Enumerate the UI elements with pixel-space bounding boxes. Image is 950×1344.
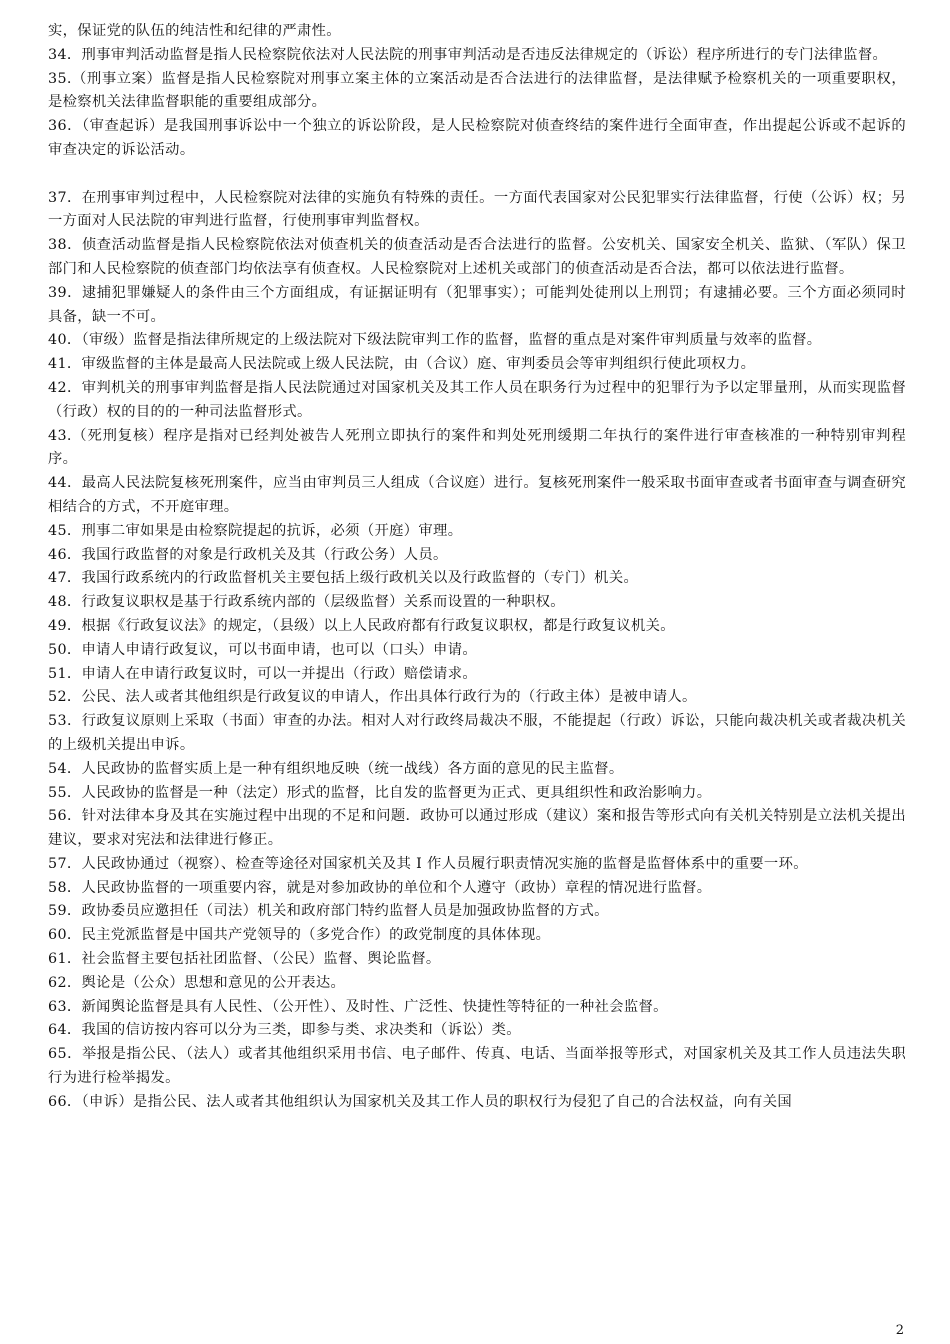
paragraph: 55．人民政协的监督是一种（法定）形式的监督，比自发的监督更为正式、更具组织性和政治影响力。 — [48, 784, 712, 801]
paragraph: 60．民主党派监督是中国共产党领导的（多党合作）的政党制度的具体体现。 — [48, 927, 551, 944]
paragraph: 45．刑事二审如果是由检察院提起的抗诉，必须（开庭）审理。 — [48, 522, 463, 539]
page-number: 2 — [895, 1323, 904, 1338]
paragraph: 36．（审查起诉）是我国刑事诉讼中一个独立的诉讼阶段，是人民检察院对侦查终结的案件进行全面审查，作出提起公诉或不起诉的审查决定的诉讼活动。 — [48, 118, 906, 158]
paragraph: 37．在刑事审判过程中，人民检察院对法律的实施负有特殊的责任。一方面代表国家对公民犯罪实行法律监督，行使（公诉）权；另一方面对人民法院的审判进行监督，行使刑事审判监督权。 — [48, 189, 906, 230]
paragraph: 41．审级监督的主体是最高人民法院或上级人民法院，由（合议）庭、审判委员会等审判组织行使此项权力。 — [48, 356, 756, 373]
paragraph: 58．人民政协监督的一项重要内容，就是对参加政协的单位和个人遵守（政协）章程的情况进行监督。 — [48, 879, 712, 896]
paragraph: 实，保证党的队伍的纯洁性和纪律的严肃性。 — [48, 23, 341, 39]
paragraph: 39．逮捕犯罪嫌疑人的条件由三个方面组成，有证据证明有（犯罪事实）；可能判处徒刑以上刑罚；有逮捕必要。三个方面必须同时具备，缺一不可。 — [48, 284, 906, 325]
paragraph: 54．人民政协的监督实质上是一种有组织地反映（统一战线）各方面的意见的民主监督。 — [48, 760, 624, 777]
paragraph: 61．社会监督主要包括社团监督、（公民）监督、舆论监督。 — [48, 951, 441, 968]
paragraph: 64．我国的信访按内容可以分为三类，即参与类、求决类和（诉讼）类。 — [48, 1022, 521, 1039]
paragraph: 40．（审级）监督是指法律所规定的上级法院对下级法院审判工作的监督，监督的重点是对案件审判质量与效率的监督。 — [48, 332, 822, 349]
paragraph: 57．人民政协通过（视察）、检查等途径对国家机关及其 I 作人员履行职责情况实施的监督是监督体系中的重要一环。 — [48, 855, 808, 872]
paragraph: 53．行政复议原则上采取（书面）审查的办法。相对人对行政终局裁决不服，不能提起（行政）诉讼，只能向裁决机关或者裁决机关的上级机关提出申诉。 — [48, 713, 906, 753]
paragraph: 66．（申诉）是指公民、法人或者其他组织认为国家机关及其工作人员的职权行为侵犯了自己的合法权益，向有关国 — [48, 1093, 793, 1110]
paragraph: 43.（死刑复核）程序是指对已经判处被告人死刑立即执行的案件和判处死刑缓期二年执行的案件进行审查核准的一种特别审判程序。 — [48, 427, 906, 468]
paragraph: 50．申请人申请行政复议，可以书面申请，也可以（口头）申请。 — [48, 641, 478, 658]
paragraph: 35.（刑事立案）监督是指人民检察院对刑事立案主体的立案活动是否合法进行的法律监督，是法律赋予检察机关的一项重要职权，是检察机关法律监督职能的重要组成部分。 — [48, 70, 906, 111]
paragraph: 42．审判机关的刑事审判监督是指人民法院通过对国家机关及其工作人员在职务行为过程中的犯罪行为予以定罪量刑，从而实现监督（行政）权的目的的一种司法监督形式。 — [48, 379, 906, 420]
paragraph: 48．行政复议职权是基于行政系统内部的（层级监督）关系而设置的一种职权。 — [48, 594, 565, 611]
paragraph: 51．申请人在申请行政复议时，可以一并提出（行政）赔偿请求。 — [48, 665, 478, 682]
paragraph: 59．政协委员应邀担任（司法）机关和政府部门特约监督人员是加强政协监督的方式。 — [48, 903, 609, 920]
document-body — [48, 20, 906, 1115]
paragraph: 49．根据《行政复议法》的规定，（县级）以上人民政府都有行政复议职权，都是行政复议机关。 — [48, 617, 675, 634]
paragraph: 44．最高人民法院复核死刑案件，应当由审判员三人组成（合议庭）进行。复核死刑案件一般采取书面审查或者书面审查与调查研究相结合的方式，不开庭审理。 — [48, 475, 906, 515]
paragraph: 56．针对法律本身及其在实施过程中出现的不足和问题．政协可以通过形成（建议）案和报告等形式向有关机关特别是立法机关提出建议，要求对宪法和法律进行修正。 — [48, 808, 906, 849]
paragraph: 38．侦查活动监督是指人民检察院依法对侦查机关的侦查活动是否合法进行的监督。公安机关、国家安全机关、监狱、（军队）保卫部门和人民检察院的侦查部门均依法享有侦查权。人民检察院对上述机关或部门的侦查活动是否合法，都可以依法进行监督。 — [48, 237, 906, 277]
paragraph: 46．我国行政监督的对象是行政机关及其（行政公务）人员。 — [48, 546, 448, 563]
paragraph: 47．我国行政系统内的行政监督机关主要包括上级行政机关以及行政监督的（专门）机关。 — [48, 570, 639, 587]
paragraph: 63．新闻舆论监督是具有人民性、（公开性）、及时性、广泛性、快捷性等特征的一种社会监督。 — [48, 998, 668, 1015]
paragraph: 52．公民、法人或者其他组织是行政复议的申请人，作出具体行政行为的（行政主体）是被申请人。 — [48, 689, 697, 706]
paragraph: 34．刑事审判活动监督是指人民检察院依法对人民法院的刑事审判活动是否违反法律规定的（诉讼）程序所进行的专门法律监督。 — [48, 46, 888, 63]
paragraph: 62．舆论是（公众）思想和意见的公开表达。 — [48, 974, 346, 991]
paragraph: 65．举报是指公民、（法人）或者其他组织采用书信、电子邮件、传真、电话、当面举报等形式，对国家机关及其工作人员违法失职行为进行检举揭发。 — [48, 1046, 906, 1087]
blank-line — [48, 163, 906, 187]
